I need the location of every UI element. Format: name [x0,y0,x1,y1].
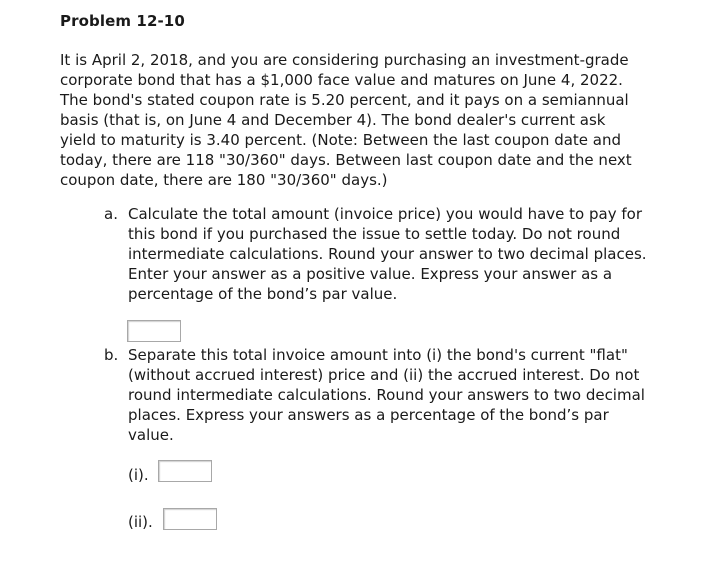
statement-line: It is April 2, 2018, and you are considering purchasing an investment-grade [60,51,629,69]
part-a-line: this bond if you purchased the issue to settle today. Do not round [128,225,621,243]
problem-title: Problem 12-10 [60,12,185,30]
accrued-interest-label: (ii). [128,513,153,531]
part-b-line: Separate this total invoice amount into (i) the bond's current "flat" [128,346,628,364]
part-b-line: (without accrued interest) price and (ii) the accrued interest. Do not [128,366,640,384]
part-a-marker: a. [104,205,118,223]
part-a-line: Enter your answer as a positive value. Express your answer as a [128,265,613,283]
flat-price-input[interactable] [158,460,212,482]
statement-line: corporate bond that has a $1,000 face value and matures on June 4, 2022. [60,71,623,89]
statement-line: The bond's stated coupon rate is 5.20 percent, and it pays on a semiannual [60,91,629,109]
invoice-price-input[interactable] [127,320,181,342]
part-b-text [128,345,645,445]
part-a-text [128,204,647,304]
part-b-line: value. [128,426,174,444]
statement-line: yield to maturity is 3.40 percent. (Note: Between the last coupon date and [60,131,622,149]
part-a-line: Calculate the total amount (invoice price) you would have to pay for [128,205,642,223]
part-a-line: percentage of the bond’s par value. [128,285,398,303]
part-b-line: round intermediate calculations. Round your answers to two decimal [128,386,645,404]
statement-line: today, there are 118 "30/360" days. Between last coupon date and the next [60,151,632,169]
accrued-interest-input[interactable] [163,508,217,530]
problem-statement [60,50,700,190]
statement-line: basis (that is, on June 4 and December 4). The bond dealer's current ask [60,111,606,129]
statement-line: coupon date, there are 180 "30/360" days.) [60,171,388,189]
flat-price-label: (i). [128,466,149,484]
part-b-marker: b. [104,346,119,364]
part-a-line: intermediate calculations. Round your answer to two decimal places. [128,245,647,263]
part-b-line: places. Express your answers as a percentage of the bond’s par [128,406,609,424]
